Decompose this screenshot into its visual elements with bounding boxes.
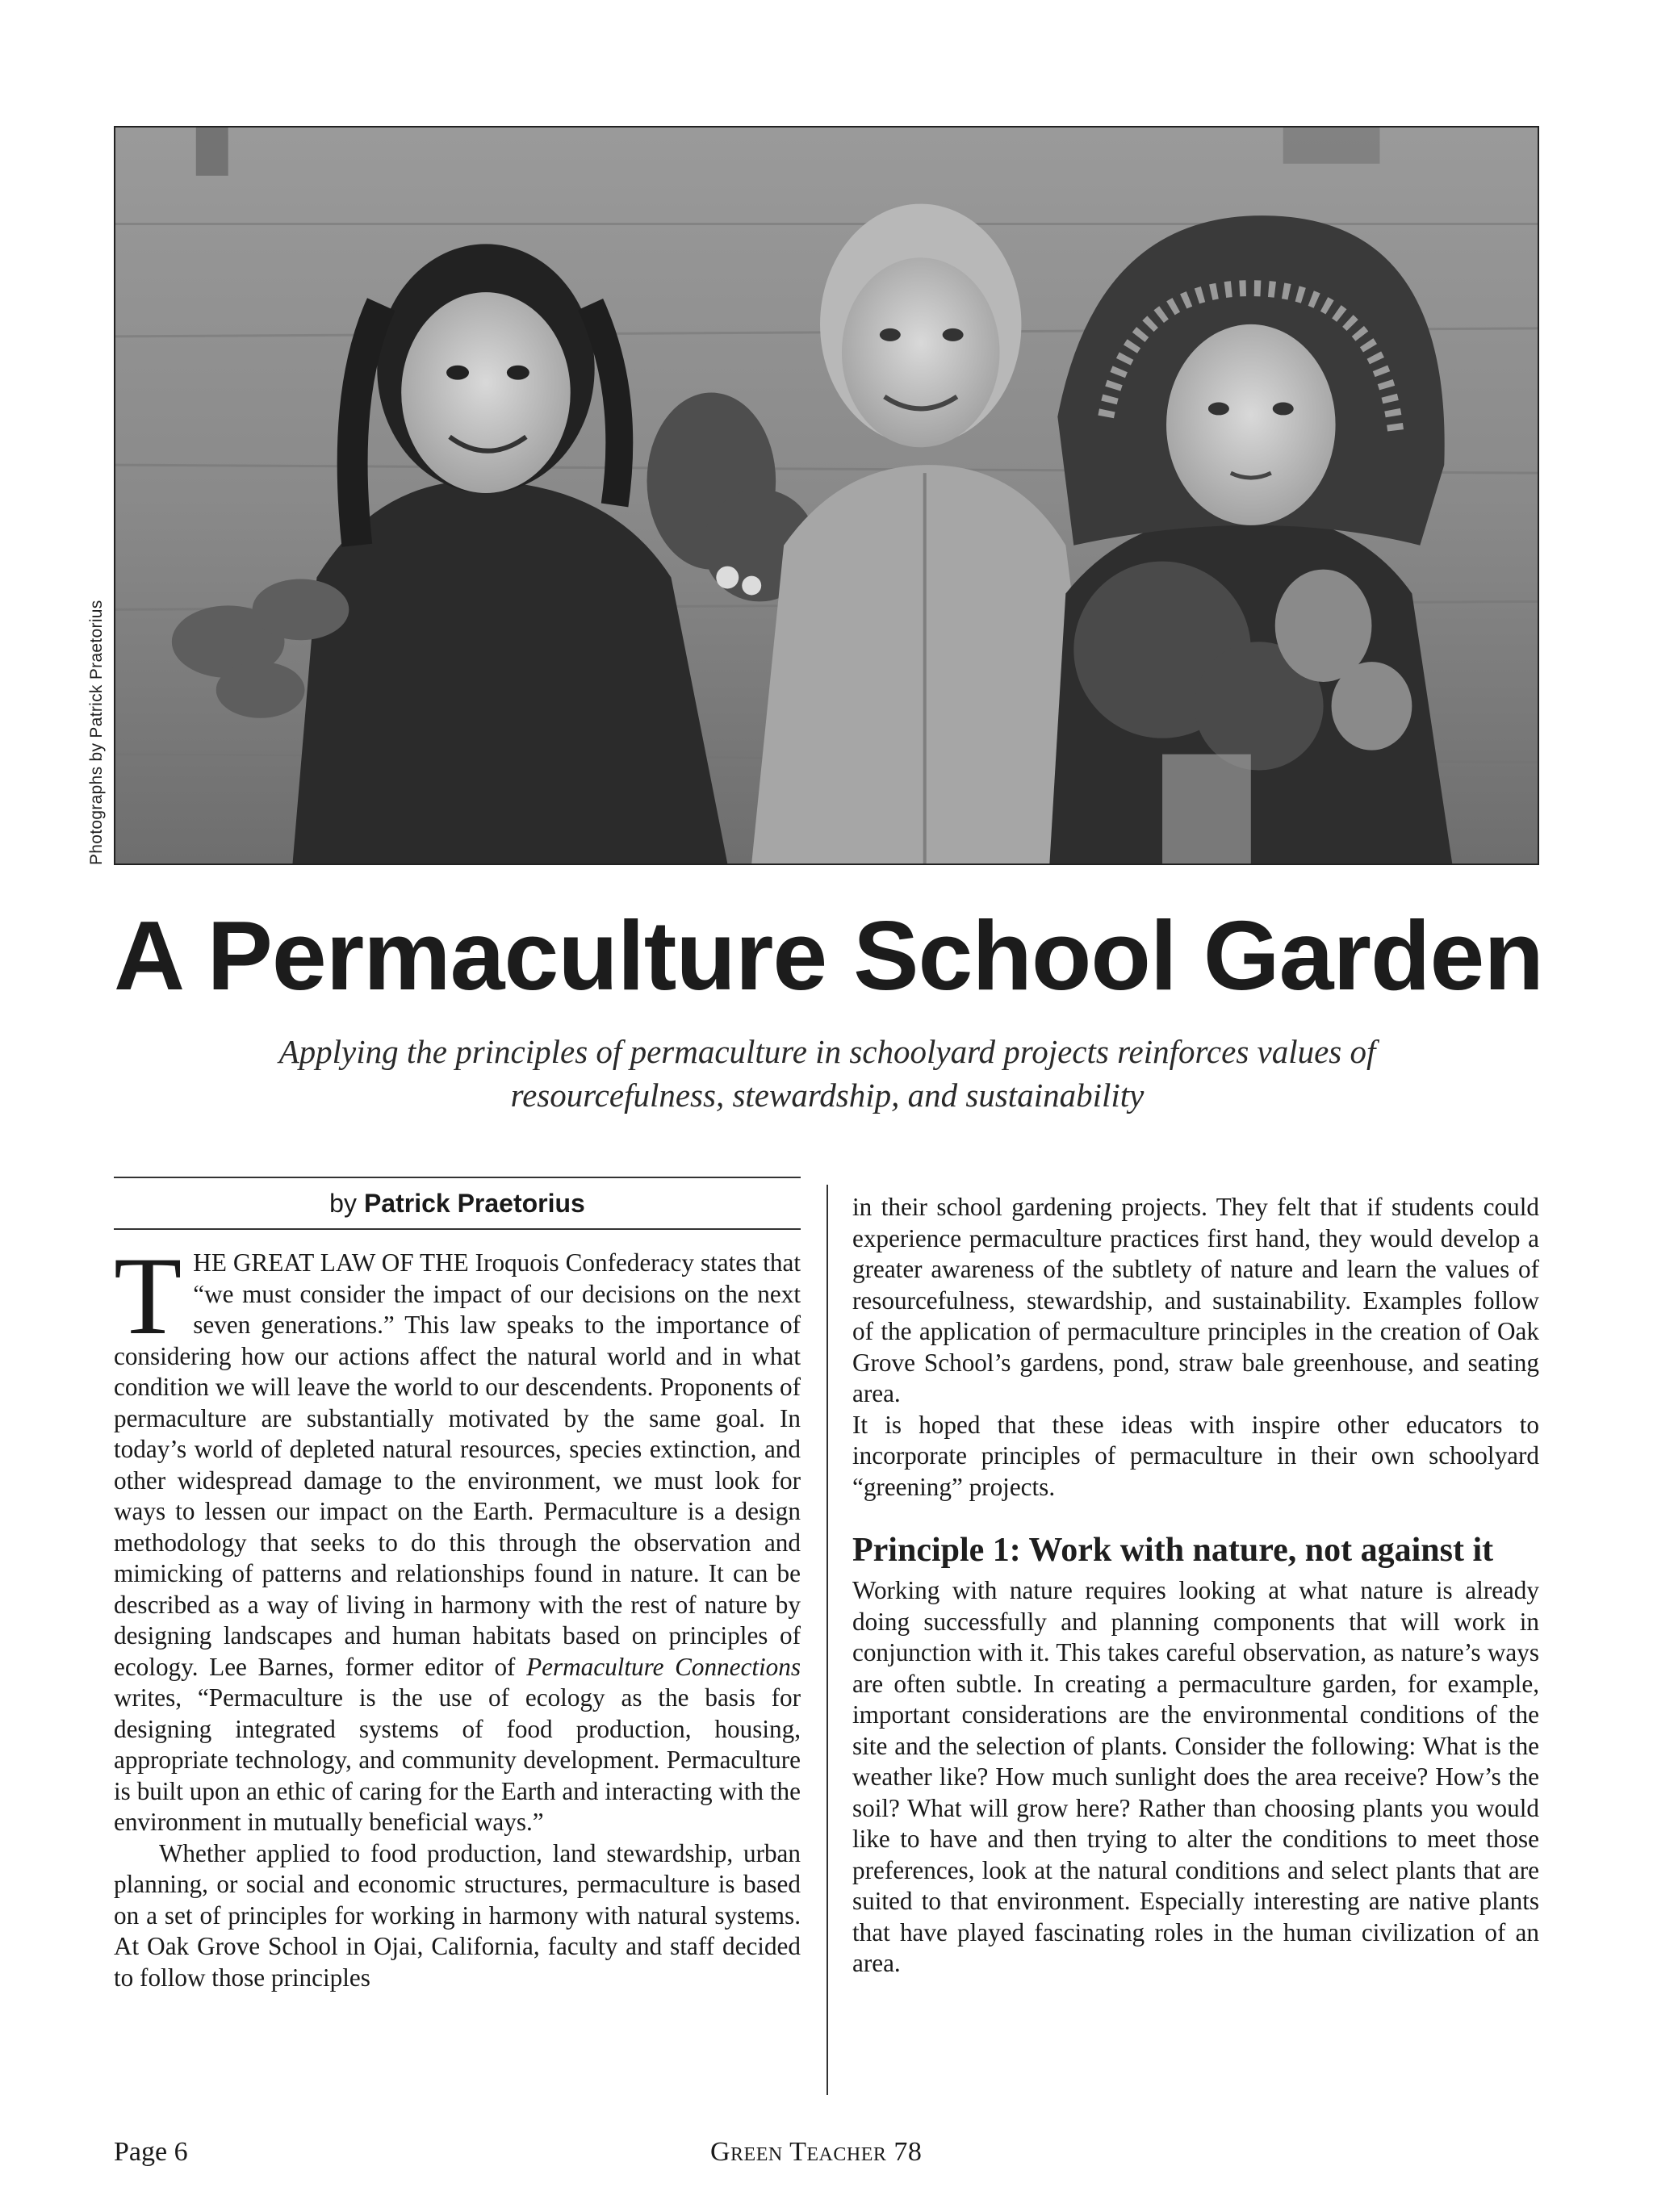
photo-credit: Photographs by Patrick Praetorius	[87, 600, 106, 865]
second-paragraph-continued: in their school gardening projects. They felt that if students could experience permaculture practices first hand, they would develop a greater awareness of the subtlety of nature and learn the values of resourcefulness, stewardship, and sustainability. Examples follow of the application of permaculture principles in the creation of Oak Grove School’s gardens, pond, straw bale greenhouse, and seating area.	[852, 1193, 1539, 1407]
third-paragraph: It is hoped that these ideas with inspire other educators to incorporate principles of permaculture in their own schoolyard “greening” projects.	[852, 1410, 1539, 1501]
byline	[114, 1177, 801, 1230]
principle-1-text: Working with nature requires looking at what nature is already doing successfully and planning components that will work in conjunction with it. This takes careful observation, as nature’s ways are often subtle. In creating a permaculture garden, for example, important considerations are the environmental conditions of the site and the selection of plants. Consider the following: What is the weather like? How much sunlight does the area receive? How’s the soil? What will grow here? Rather than choosing plants you would like to have and then trying to alter the conditions to meet those preferences, look at the natural conditions and select plants that are suited to that environment. Especially interesting are native plants that have played fascinating roles in the human civilization of an area.	[852, 1576, 1539, 1977]
left-column	[114, 1177, 801, 1993]
intro-paragraph	[114, 1234, 801, 1838]
article-title: A Permaculture School Garden	[114, 901, 1543, 1010]
article-subtitle: Applying the principles of permaculture in schoolyard projects reinforces values of resourcefulness, stewardship, and sustainability	[278, 1033, 1376, 1114]
publication-title: Permaculture Connections	[526, 1652, 801, 1681]
intro-text: HE GREAT LAW OF THE Iroquois Confederacy states that “we must consider the impact of our decisions on the next seven generations.” This law speaks to the importance of considering how our actions affect the natural world and in what condition we will leave the world to our descendents. Proponents of permaculture are substantially motivated by the same goal. In today’s world of depleted natural resources, species extinction, and other widespread damage to the environment, we must look for ways to lessen our impact on the Earth. Permaculture is a design methodology that seeks to do this through the observation and mimicking of patterns and relationships found in nature. It can be described as a way of living in harmony with the rest of nature by designing landscapes and human habitats based on principles of ecology. Lee Barnes, former editor of	[114, 1248, 801, 1681]
page-number: Page 6	[114, 2137, 188, 2167]
right-column	[852, 1192, 1539, 1980]
hero-photo	[114, 126, 1539, 865]
byline-author: Patrick Praetorius	[363, 1188, 585, 1218]
intro-text-end: writes, “Permaculture is the use of ecology as the basis for designing integrated systems of food production, housing, appropriate technology, and community development. Permaculture is built upon an ethic of caring for the Earth and interacting with the environment in mutually beneficial ways.”	[114, 1683, 801, 1836]
second-paragraph: Whether applied to food production, land stewardship, urban planning, or social and economic structures, permaculture is based on a set of principles for working in harmony with natural systems. At Oak Grove School in Ojai, California, faculty and staff decided to follow those principles	[114, 1838, 801, 1992]
drop-cap: T	[114, 1234, 182, 1357]
byline-prefix: by	[329, 1188, 357, 1218]
principle-1-heading: Principle 1: Work with nature, not against it	[852, 1532, 1494, 1569]
children-garden-illustration	[115, 128, 1538, 863]
column-divider	[826, 1185, 828, 2095]
publication-name: Green Teacher 78	[710, 2137, 923, 2167]
